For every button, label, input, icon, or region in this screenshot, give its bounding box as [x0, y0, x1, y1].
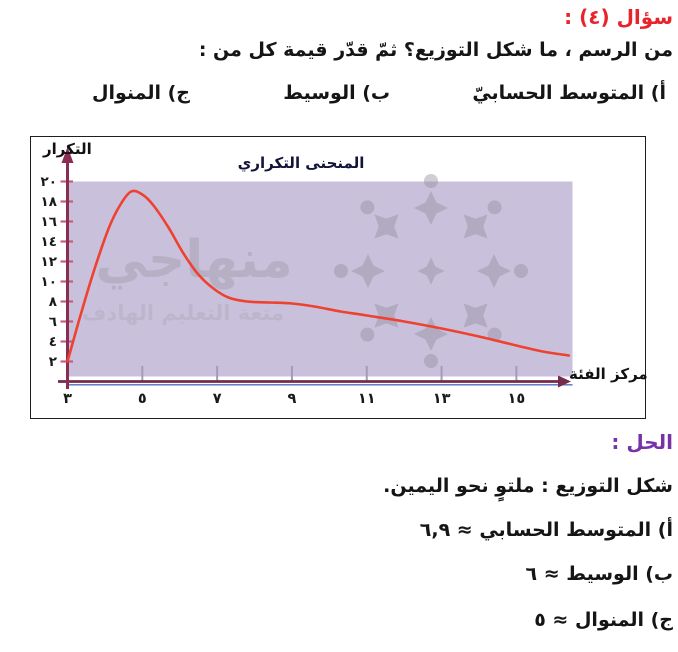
- solution-mode-line: ج) المنوال ≈ ٥: [534, 609, 673, 631]
- watermark-subtitle: متعة التعليم الهادف: [82, 301, 284, 325]
- solution-label: الحل :: [611, 430, 673, 454]
- y-tick-label: ١٢: [40, 254, 57, 270]
- solution-mean-line: أ) المتوسط الحسابي ≈ ٦,٩: [419, 519, 673, 541]
- y-tick-label: ٦: [48, 314, 57, 330]
- y-tick-label: ١٦: [40, 214, 57, 230]
- y-tick-label: ٢٠: [40, 174, 57, 190]
- y-tick-label: ٤: [48, 334, 57, 350]
- y-tick-label: ١٤: [40, 234, 57, 250]
- question-prompt: من الرسم ، ما شكل التوزيع؟ ثمّ قدّر قيمة كل من :: [198, 39, 673, 61]
- option-median: ب) الوسيط: [283, 82, 390, 104]
- chart-canvas: [31, 137, 642, 415]
- x-tick-label: ١١: [357, 391, 376, 407]
- option-mean: أ) المتوسط الحسابيّ: [472, 82, 666, 104]
- x-tick-label: ١٣: [432, 391, 451, 407]
- x-tick-label: ٣: [63, 391, 72, 407]
- solution-median-line: ب) الوسيط ≈ ٦: [525, 563, 673, 585]
- y-tick-label: ١٠: [40, 274, 57, 290]
- question-label: سؤال (٤) :: [564, 5, 673, 29]
- y-tick-label: ٢: [48, 354, 57, 370]
- option-mode: ج) المنوال: [91, 82, 190, 104]
- x-tick-label: ١٥: [507, 391, 526, 407]
- y-tick-label: ١٨: [40, 194, 57, 210]
- y-tick-label: ٨: [48, 294, 57, 310]
- y-axis-title: التكرار: [43, 140, 92, 158]
- watermark-title: منهاجي: [95, 230, 293, 290]
- solution-shape-line: شكل التوزيع : ملتوٍ نحو اليمين.: [383, 475, 673, 497]
- manhaji-logo-icon: [334, 174, 528, 368]
- x-tick-label: ٥: [137, 391, 147, 407]
- x-axis-title: مركز الفئة: [569, 365, 648, 383]
- x-tick-label: ٩: [287, 391, 297, 407]
- x-tick-label: ٧: [212, 391, 222, 407]
- frequency-curve-chart: [30, 136, 646, 419]
- chart-title: المنحنى التكراري: [237, 154, 365, 172]
